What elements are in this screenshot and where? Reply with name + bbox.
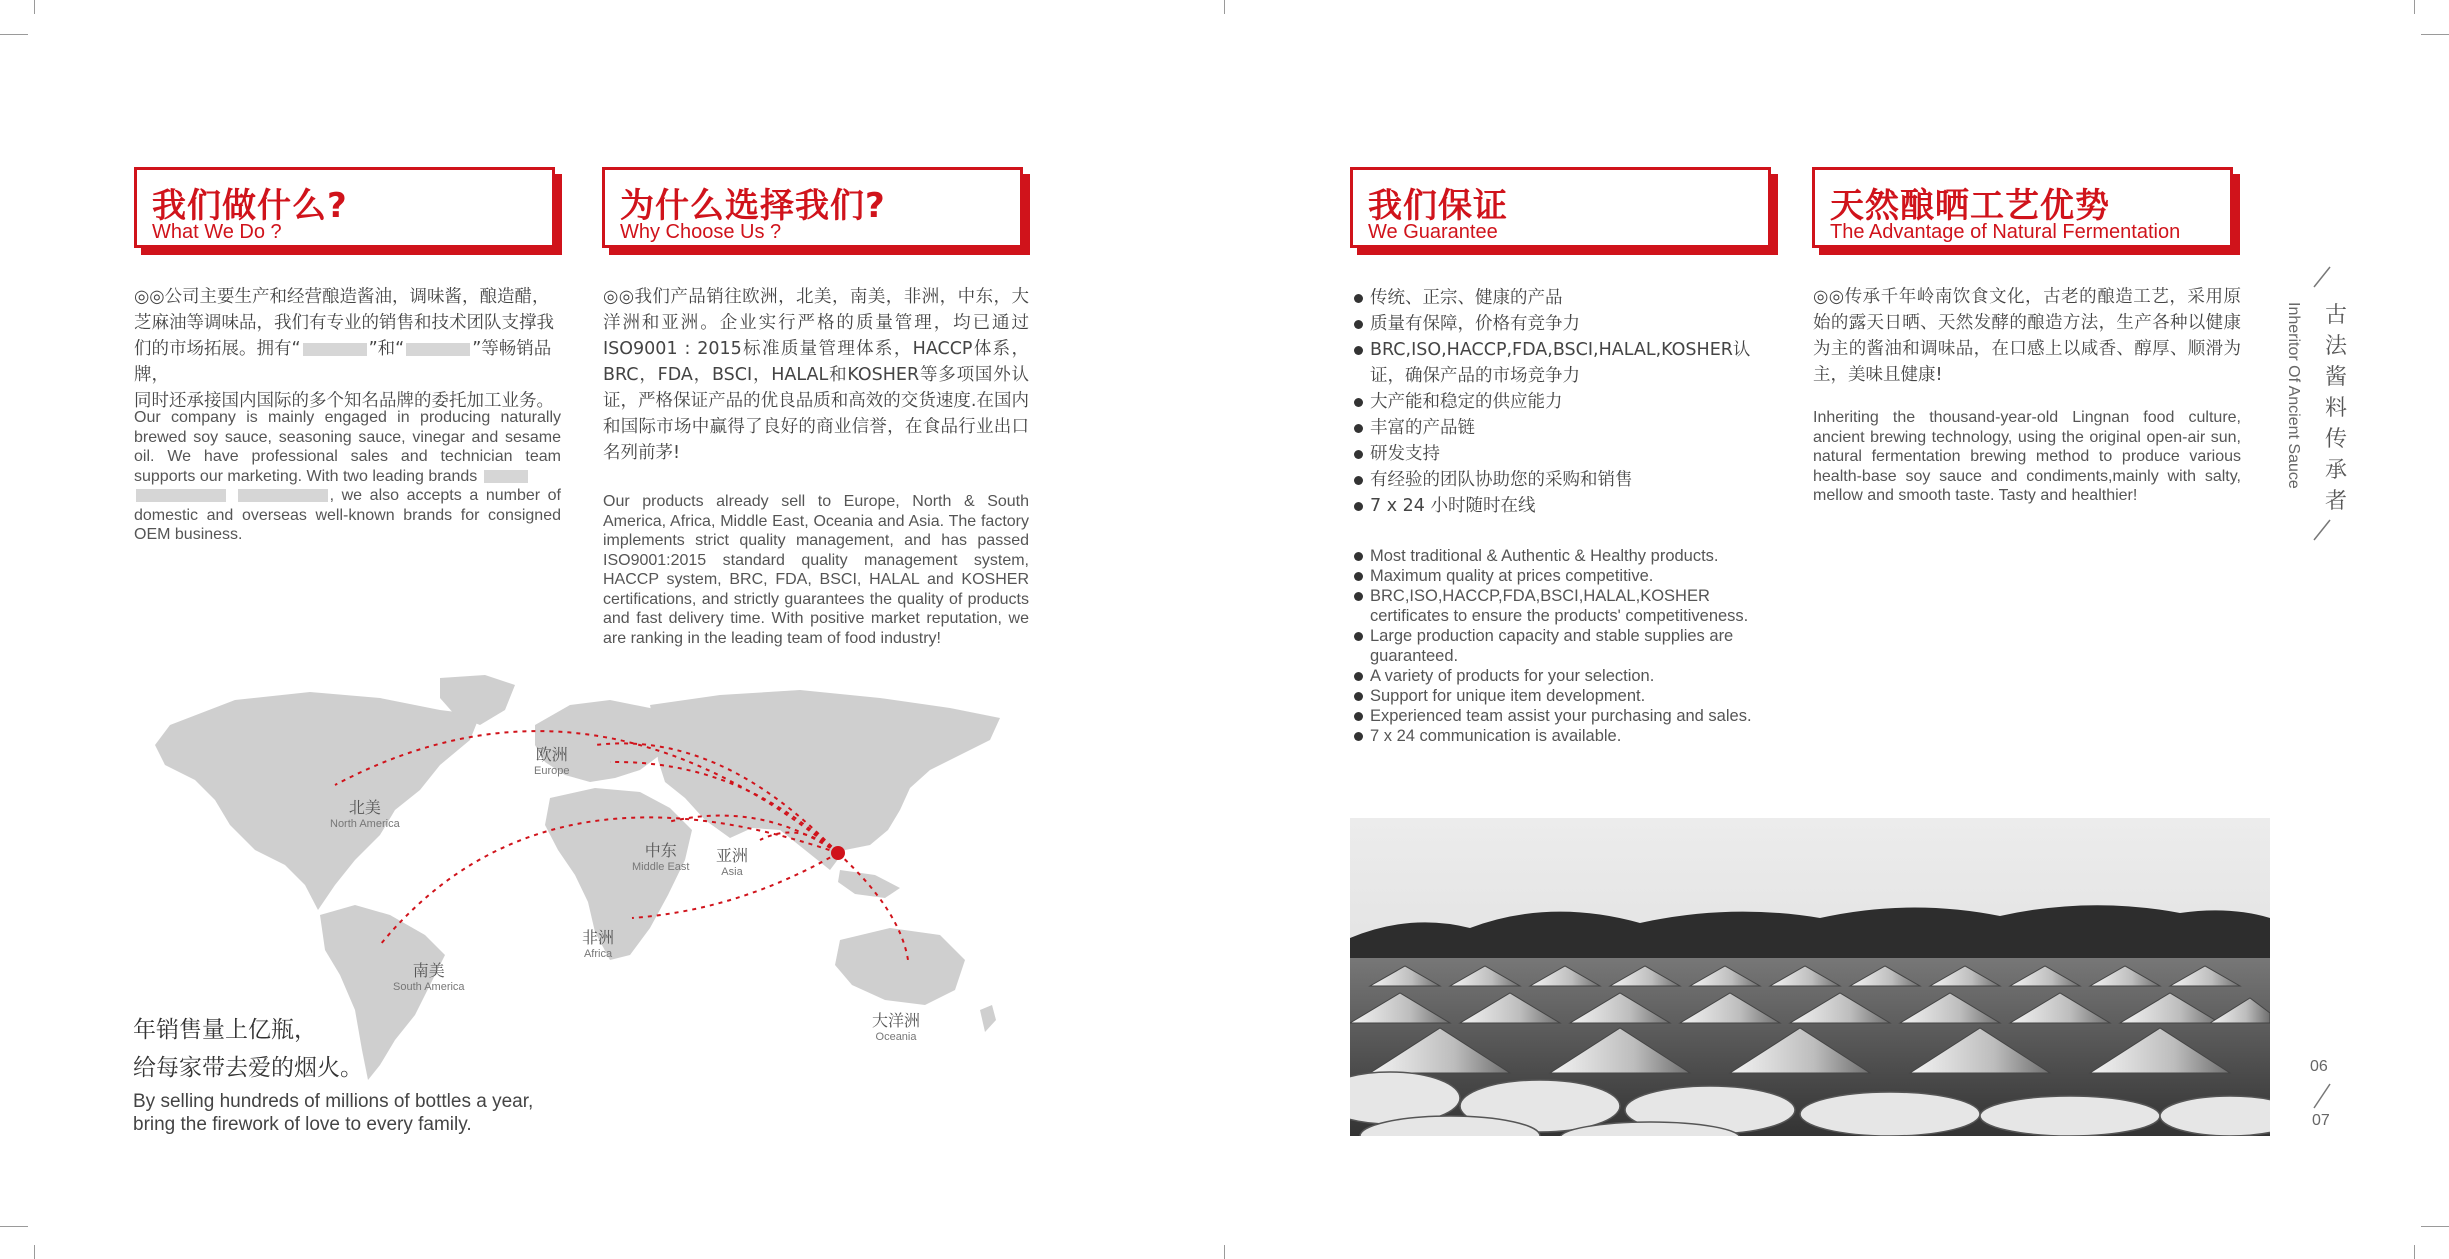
what-we-do-en: Our company is mainly engaged in producing naturally brewed soy sauce, seasoning sauce, vinegar and sesame oil. We have professional sales and technician team supports our marketing. With two leading brands , we also accepts a number of domestic and overseas well-known brands for consigned OEM business. xyxy=(134,409,561,543)
map-label-africa: 非洲 Africa xyxy=(582,928,615,960)
why-choose-us-zh: ◎◎我们产品销往欧洲，北美，南美，非洲，中东，大洋洲和亚洲。企业实行严格的质量管理，均已通过ISO9001 : 2015标准质量管理体系，HACCP体系，BRC，FDA，BSCI，HALAL和KOSHER等多项国外认证，严格保证产品的优良品质和高效的交货速度.在国内和国际市场中赢得了良好的商业信誉，在食品行业出口名列前茅! xyxy=(603,287,1029,463)
slash-icon xyxy=(2310,518,2334,542)
crop-mark xyxy=(34,1245,35,1259)
crop-mark xyxy=(34,0,35,14)
blurred-brand xyxy=(238,489,328,502)
crop-mark xyxy=(0,1226,28,1227)
slash-icon xyxy=(2310,265,2334,289)
fermentation-yard-photo xyxy=(1350,818,2270,1136)
blurred-brand xyxy=(303,343,367,356)
vertical-tagline-en: Inheritor Of Ancient Sauce xyxy=(2285,302,2302,489)
list-item: Support for unique item development. xyxy=(1352,686,1782,706)
vertical-tagline-zh: 古 法 酱 料 传 承 者 xyxy=(2324,303,2347,514)
map-label-oceania: 大洋洲 Oceania xyxy=(872,1011,921,1043)
what-we-do-zh: ◎◎公司主要生产和经营酿造酱油，调味酱，酿造醋， 芝麻油等调味品，我们有专业的销售和技术团队支撑我 们的市场拓展。拥有“ ”和“ ”等畅销品牌， 同时还承接国内国际的多个知名品牌的委托加工业务。 xyxy=(134,287,554,411)
advantage-heading xyxy=(1812,167,2233,248)
list-item: 有经验的团队协助您的采购和销售 xyxy=(1352,467,1772,493)
map-label-north-america: 北美 North America xyxy=(330,798,400,830)
crop-mark xyxy=(1224,1245,1225,1259)
slogan-en-line1: By selling hundreds of millions of bottles a year, xyxy=(133,1091,534,1112)
heading-zh: 天然酿晒工艺优势 xyxy=(1830,186,2110,226)
list-item: Maximum quality at prices competitive. xyxy=(1352,566,1782,586)
list-item: 研发支持 xyxy=(1352,441,1772,467)
slogan-en-line2: bring the firework of love to every family. xyxy=(133,1114,472,1135)
blurred-brand xyxy=(406,343,470,356)
what-we-do-heading xyxy=(134,167,555,248)
heading-en: We Guarantee xyxy=(1368,221,1498,243)
heading-zh: 我们保证 xyxy=(1368,186,1508,226)
list-item: BRC,ISO,HACCP,FDA,BSCI,HALAL,KOSHER认证，确保产品的市场竞争力 xyxy=(1352,337,1772,389)
heading-en: The Advantage of Natural Fermentation xyxy=(1830,221,2181,243)
blurred-brand xyxy=(136,489,226,502)
heading-en: What We Do ? xyxy=(152,221,282,243)
advantage-zh: ◎◎传承千年岭南饮食文化，古老的酿造工艺，采用原始的露天日晒、天然发酵的酿造方法，生产各种以健康为主的酱油和调味品，在口感上以咸香、醇厚、顺滑为主，美味且健康! xyxy=(1813,287,2241,385)
map-label-south-america: 南美 South America xyxy=(393,961,465,993)
north-america-shape xyxy=(155,692,480,910)
list-item: 质量有保障，价格有竞争力 xyxy=(1352,311,1772,337)
list-item: A variety of products for your selection. xyxy=(1352,666,1782,686)
blurred-brand xyxy=(484,470,528,483)
map-label-asia: 亚洲 Asia xyxy=(716,846,749,878)
crop-mark xyxy=(2414,0,2415,14)
why-choose-us-en: Our products already sell to Europe, North & South America, Africa, Middle East, Oceania and Asia. The factory implements strict quality management, and has passed ISO9001:2015 standard quality management system, HACCP system, BRC, FDA, BSCI, HALAL and KOSHER certifications, and strictly guarantees the quality of products and fast delivery time. With positive market reputation, we are ranking in the leading team of food industry! xyxy=(603,493,1029,647)
list-item: BRC,ISO,HACCP,FDA,BSCI,HALAL,KOSHER certificates to ensure the products' competitiveness. xyxy=(1352,586,1782,626)
page-number-left: 06 xyxy=(2310,1058,2328,1075)
list-item: 7 x 24 communication is available. xyxy=(1352,726,1782,746)
list-item: 大产能和稳定的供应能力 xyxy=(1352,389,1772,415)
origin-dot xyxy=(831,846,845,860)
list-item: Experienced team assist your purchasing and sales. xyxy=(1352,706,1782,726)
crop-mark xyxy=(0,34,28,35)
crop-mark xyxy=(1224,0,1225,14)
crop-mark xyxy=(2421,1226,2449,1227)
new-zealand-shape xyxy=(980,1005,996,1032)
advantage-en: Inheriting the thousand-year-old Lingnan food culture, ancient brewing technology, using the original open-air sun, natural fermentation brewing method to produce various health-base soy sauce and condiments,mainly with salty, mellow and smooth taste. Tasty and healthier! xyxy=(1813,409,2241,504)
crop-mark xyxy=(2414,1245,2415,1259)
page-number-right: 07 xyxy=(2312,1112,2330,1129)
we-guarantee-heading xyxy=(1350,167,1771,248)
list-item: Large production capacity and stable supplies are guaranteed. xyxy=(1352,626,1782,666)
australia-shape xyxy=(835,928,965,1005)
map-label-middle-east: 中东 Middle East xyxy=(632,841,690,873)
list-item: Most traditional & Authentic & Healthy products. xyxy=(1352,546,1782,566)
list-item: 传统、正宗、健康的产品 xyxy=(1352,285,1772,311)
asia-shape xyxy=(650,690,1000,870)
heading-zh: 为什么选择我们? xyxy=(620,186,886,226)
list-item: 7 x 24 小时随时在线 xyxy=(1352,493,1772,519)
map-label-europe: 欧洲 Europe xyxy=(534,745,570,777)
guarantee-zh-list xyxy=(1352,285,1772,519)
slogan-zh-line1: 年销售量上亿瓶， xyxy=(133,1017,317,1043)
heading-zh: 我们做什么? xyxy=(152,186,348,226)
southeast-asia-shape xyxy=(838,870,900,898)
heading-en: Why Choose Us ? xyxy=(620,221,782,243)
crop-mark xyxy=(2421,34,2449,35)
why-choose-us-heading xyxy=(602,167,1023,248)
africa-shape xyxy=(545,788,692,960)
slash-icon xyxy=(2310,1082,2334,1110)
slogan-zh-line2: 给每家带去爱的烟火。 xyxy=(133,1055,363,1081)
guarantee-en-list xyxy=(1352,546,1782,746)
list-item: 丰富的产品链 xyxy=(1352,415,1772,441)
